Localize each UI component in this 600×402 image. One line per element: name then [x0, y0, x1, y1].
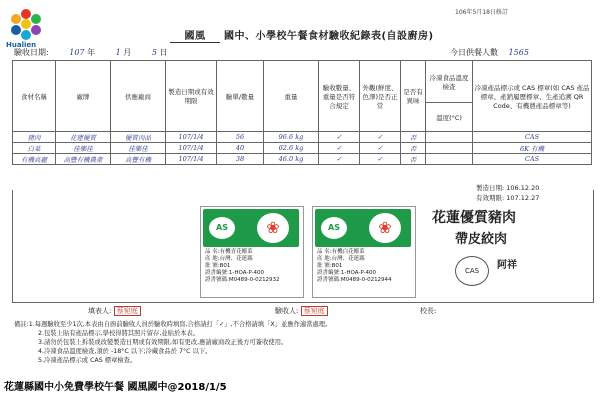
label-line: 產 地:台灣、花蓮縣: [205, 256, 253, 262]
label-line: 批 號:B01: [317, 263, 343, 269]
serve-value: 1565: [508, 48, 529, 57]
pork-subtitle: 帶皮絞肉: [455, 232, 508, 247]
cell-brand: 佳樂佳: [56, 143, 111, 154]
note-line: 5.冷凍產品標示或 CAS 標章檢查。: [38, 357, 137, 364]
notes: [14, 320, 592, 365]
cell-supplier: 佳樂佳: [111, 143, 166, 154]
cell-supplier: 優質肉品: [111, 132, 166, 143]
cell-date: 107/1/4: [166, 143, 217, 154]
cell-cas: CAS: [473, 154, 592, 165]
cell-date: 107/1/4: [166, 154, 217, 165]
header-qty: 驗單/數量: [217, 61, 264, 132]
exp-value: 107.12.27: [506, 194, 540, 202]
cell-temp: [426, 132, 473, 143]
check-stamp: 蔡宛庭: [301, 306, 328, 316]
cell-name: 白菜: [13, 143, 56, 154]
cell-ok3: 否: [401, 154, 426, 165]
organic-label-photo: [312, 206, 416, 298]
serve-label: 今日供餐人數: [450, 48, 498, 57]
date-label: 驗收日期:: [14, 48, 49, 57]
school-name: 國風: [170, 27, 220, 43]
cell-ok3: 否: [401, 143, 426, 154]
label-line: 品 名:有機青花椰菜: [205, 249, 253, 255]
photo-caption: 花蓮縣國中小免費學校午餐 國風國中@2018/1/5: [4, 382, 227, 393]
cell-ok2: ✓: [360, 154, 401, 165]
cell-cas: CAS: [473, 132, 592, 143]
fill-stamp: 蔡宛庭: [114, 306, 141, 316]
form-title: [170, 27, 434, 43]
note-line: 3.請勿於包裝上拆裝或改變製造日期或有效期限,如有更改,應請廠商改正後方可簽收使用。: [38, 339, 288, 346]
weight-unit: kg: [295, 155, 304, 163]
date-year: 107: [69, 48, 85, 57]
cell-temp: [426, 143, 473, 154]
table-row: [13, 143, 592, 154]
cell-supplier: 高豐有機: [111, 154, 166, 165]
header-check3: 是否有異味: [401, 61, 426, 132]
principal-signature: [420, 306, 436, 316]
cell-qty: 56: [217, 132, 264, 143]
exp-label: 有效期限:: [476, 194, 505, 202]
label-line: 證書號碼:M0489-0-0212932: [205, 277, 280, 283]
serving-count: [450, 47, 529, 58]
organic-leaf-icon: ❀: [257, 213, 289, 243]
table-row: [13, 154, 592, 165]
mfg-value: 106.12.20: [506, 184, 540, 192]
cell-qty: 40: [217, 143, 264, 154]
weight-unit: kg: [295, 133, 304, 141]
cell-temp: [426, 154, 473, 165]
weight-unit: kg: [295, 144, 304, 152]
label-line: 證書編號:1-HOA-P-400: [317, 270, 377, 276]
checker-signature: [275, 306, 328, 316]
header-frozen: 冷凍食品溫度檢查: [426, 61, 473, 103]
cell-weight: [264, 154, 319, 165]
weight-value: 96.6: [278, 133, 294, 141]
cell-name: 豬肉: [13, 132, 56, 143]
header-supplier: 供應廠商: [111, 61, 166, 132]
cell-date: 107/1/4: [166, 132, 217, 143]
header-temp: 溫度(°C): [426, 103, 473, 132]
label-line: 證書號碼:M0489-0-0212944: [317, 277, 392, 283]
label-line: 品 名:有機白花椰菜: [317, 249, 365, 255]
header-check1: 驗收數量、重量是否符合規定: [319, 61, 360, 132]
revision-date: 106年5月18日修訂: [455, 9, 508, 16]
organic-leaf-icon: ❀: [369, 213, 401, 243]
label-line: 批 號:B01: [205, 263, 231, 269]
table-row: [13, 132, 592, 143]
cell-ok2: ✓: [360, 143, 401, 154]
cas-badge-icon: AS: [209, 217, 235, 239]
header-check2: 外觀(鮮度、色澤)是否正常: [360, 61, 401, 132]
cell-name: 有機高麗: [13, 154, 56, 165]
cell-weight: [264, 143, 319, 154]
note-line: 4.冷凍食品溫度檢查,須於 -18°C 以下;冷藏食品於 7°C 以下。: [38, 348, 212, 355]
fill-label: 填表人:: [88, 307, 112, 315]
cell-qty: 38: [217, 154, 264, 165]
inspection-table: [12, 60, 592, 165]
header-weight: 重量: [264, 61, 319, 132]
mfg-label: 製造日期:: [476, 184, 505, 192]
pork-brand: 阿祥: [497, 260, 517, 271]
note-line: 備註:1.每週驗收至少1次,本表由自廚前驗收人員於驗收時填寫,合格請打「✓」,不合格請填「X」並應作適當處理。: [14, 321, 332, 328]
date-year-unit: 年: [87, 48, 96, 57]
pork-dates: [476, 183, 539, 203]
weight-value: 46.0: [278, 155, 294, 163]
form-title-text: 國中、小學校午餐食材驗收紀錄表(自設廚房): [223, 31, 434, 42]
date-day-unit: 日: [159, 48, 168, 57]
check-label: 驗收人:: [275, 307, 299, 315]
header-brand: 廠牌: [56, 61, 111, 132]
cell-weight: [264, 132, 319, 143]
filler-signature: [88, 306, 141, 316]
cell-cas: 6K 有機: [473, 143, 592, 154]
date-day: 5: [151, 48, 157, 57]
cell-ok3: 否: [401, 132, 426, 143]
header-cas: 冷凍產品標示或 CAS 標章(如 CAS 產品標章、產銷履歷標章、生產追溯 QR Code、有機農產品標章等): [473, 61, 592, 132]
date-month: 1: [115, 48, 121, 57]
cell-ok1: ✓: [319, 154, 360, 165]
label-line: 產 地:台灣、花蓮縣: [317, 256, 365, 262]
weight-value: 62.6: [278, 144, 294, 152]
principal-label: 校長:: [420, 307, 437, 315]
cell-ok2: ✓: [360, 132, 401, 143]
header-date: 製造日期或有效期限: [166, 61, 217, 132]
header-food: 食材名稱: [13, 61, 56, 132]
label-line: 證書編號:1-HOA-P-400: [205, 270, 265, 276]
cell-ok1: ✓: [319, 143, 360, 154]
inspection-date: [14, 47, 167, 58]
cas-small-icon: CAS: [455, 256, 489, 286]
cell-ok1: ✓: [319, 132, 360, 143]
logo-text: Hualien: [6, 41, 37, 49]
pork-title: 花蓮優質豬肉: [432, 210, 516, 226]
note-line: 2.包裝上貼有產品標示,學校得將其照片留存,並貼於本表。: [38, 330, 200, 337]
date-month-unit: 月: [123, 48, 132, 57]
cell-brand: 高豐有機農產: [56, 154, 111, 165]
cas-badge-icon: AS: [321, 217, 347, 239]
organic-label-photo: [200, 206, 304, 298]
cell-brand: 花蓮優質: [56, 132, 111, 143]
